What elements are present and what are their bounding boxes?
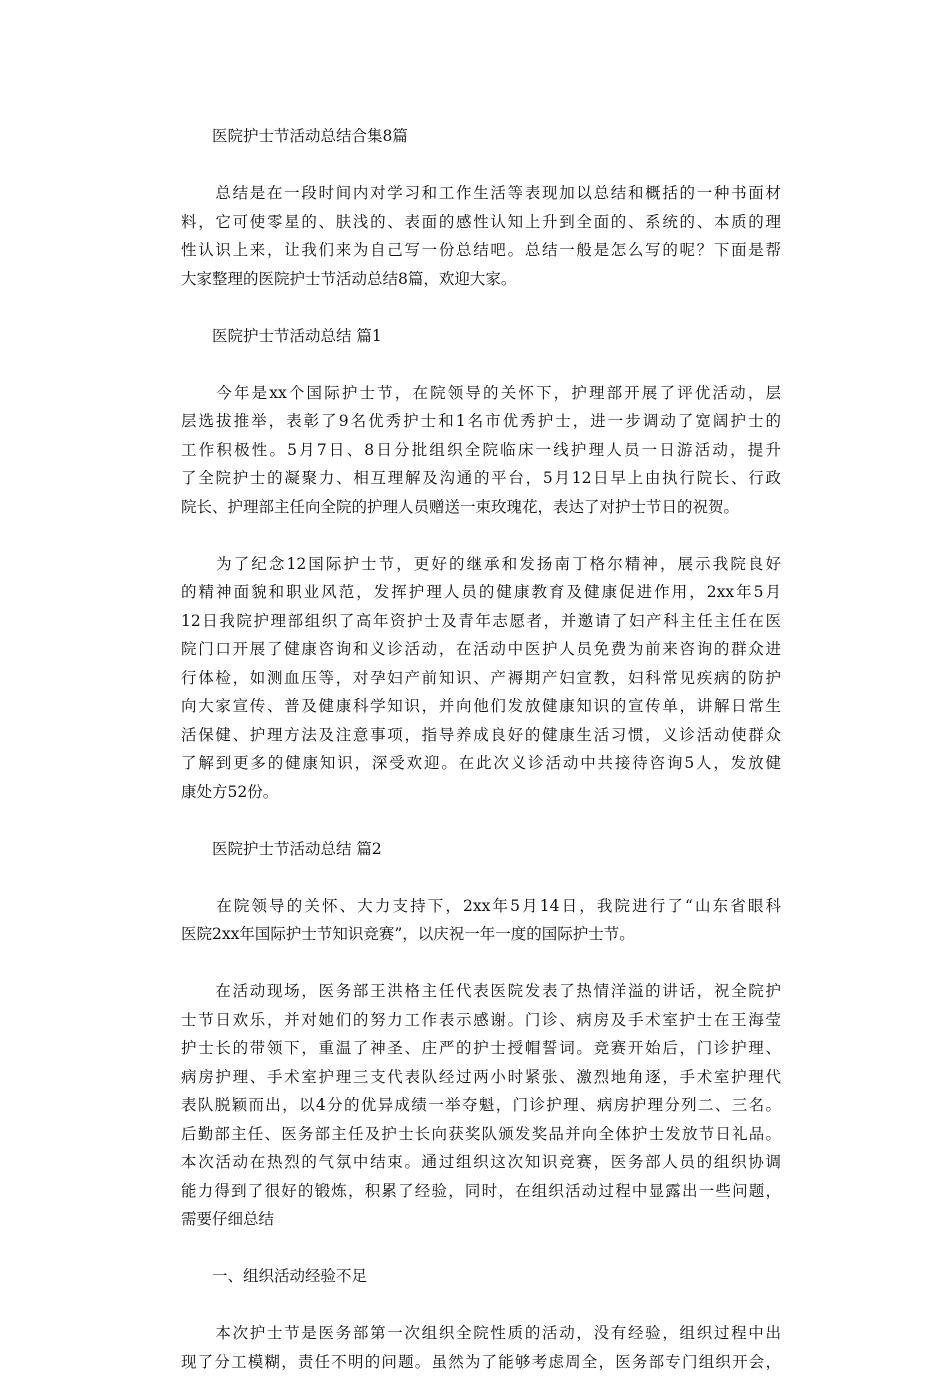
text-line: 性认识上来，让我们来为自己写一份总结吧。总结一般是怎么写的呢？下面是帮 — [181, 236, 781, 265]
text-line: 在院领导的关怀、大力支持下，2xx年5月14日，我院进行了“山东省眼科 — [181, 892, 781, 921]
text-line: 了解到更多的健康知识，深受欢迎。在此次义诊活动中共接待咨询5人，发放健 — [181, 749, 781, 778]
section2-paragraph-3 — [181, 1319, 781, 1376]
spacer — [181, 1291, 781, 1320]
text-line: 康处方52份。 — [181, 778, 781, 807]
section1-heading: 医院护士节活动总结 篇1 — [181, 322, 781, 351]
document-title: 医院护士节活动总结合集8篇 — [181, 122, 781, 151]
spacer — [181, 1234, 781, 1263]
text-line: 12日我院护理部组织了高年资护士及青年志愿者，并邀请了妇产科主任主任在医 — [181, 607, 781, 636]
text-line: 本次活动在热烈的气氛中结束。通过组织这次知识竞赛，医务部人员的组织协调 — [181, 1148, 781, 1177]
section2-paragraph-2 — [181, 977, 781, 1234]
section1-paragraph-1 — [181, 379, 781, 522]
section1-paragraph-2 — [181, 550, 781, 807]
text-line: 后勤部主任、医务部主任及护士长向获奖队颁发奖品并向全体护士发放节日礼品。 — [181, 1120, 781, 1149]
text-line: 需要仔细总结 — [181, 1205, 781, 1234]
text-line: 医院2xx年国际护士节知识竞赛”，以庆祝一年一度的国际护士节。 — [181, 920, 781, 949]
text-line: 病房护理、手术室护理三支代表队经过两小时紧张、激烈地角逐，手术室护理代 — [181, 1063, 781, 1092]
text-line: 了全院护士的凝聚力、相互理解及沟通的平台，5月12日早上由执行院长、行政 — [181, 464, 781, 493]
spacer — [181, 350, 781, 379]
intro-paragraph — [181, 179, 781, 293]
text-line: 本次护士节是医务部第一次组织全院性质的活动，没有经验，组织过程中出 — [181, 1319, 781, 1348]
spacer — [181, 521, 781, 550]
text-line: 层选拔推举，表彰了9名优秀护士和1名市优秀护士，进一步调动了宽阔护士的 — [181, 407, 781, 436]
spacer — [181, 151, 781, 180]
text-line: 为了纪念12国际护士节，更好的继承和发扬南丁格尔精神，展示我院良好 — [181, 550, 781, 579]
text-line: 向大家宣传、普及健康科学知识，并向他们发放健康知识的宣传单，讲解日常生 — [181, 692, 781, 721]
text-line: 的精神面貌和职业风范，发挥护理人员的健康教育及健康促进作用，2xx年5月 — [181, 578, 781, 607]
text-line: 现了分工模糊，责任不明的问题。虽然为了能够考虑周全，医务部专门组织开会， — [181, 1348, 781, 1376]
text-line: 护士长的带领下，重温了神圣、庄严的护士授帽誓词。竞赛开始后，门诊护理、 — [181, 1034, 781, 1063]
spacer — [181, 949, 781, 978]
text-line: 士节日欢乐，并对她们的努力工作表示感谢。门诊、病房及手术室护士在王海莹 — [181, 1006, 781, 1035]
document-body — [181, 122, 781, 1376]
spacer — [181, 863, 781, 892]
text-line: 总结是在一段时间内对学习和工作生活等表现加以总结和概括的一种书面材 — [181, 179, 781, 208]
text-line: 今年是xx个国际护士节，在院领导的关怀下，护理部开展了评优活动，层 — [181, 379, 781, 408]
section2-heading: 医院护士节活动总结 篇2 — [181, 835, 781, 864]
spacer — [181, 806, 781, 835]
text-line: 大家整理的医院护士节活动总结8篇，欢迎大家。 — [181, 265, 781, 294]
text-line: 活保健、护理方法及注意事项，指导养成良好的健康生活习惯，义诊活动使群众 — [181, 721, 781, 750]
text-line: 行体检，如测血压等，对孕妇产前知识、产褥期产妇宣教，妇科常见疾病的防护 — [181, 664, 781, 693]
text-line: 工作积极性。5月7日、8日分批组织全院临床一线护理人员一日游活动，提升 — [181, 436, 781, 465]
text-line: 能力得到了很好的锻炼，积累了经验，同时，在组织活动过程中显露出一些问题， — [181, 1177, 781, 1206]
spacer — [181, 293, 781, 322]
text-line: 表队脱颖而出，以4分的优异成绩一举夺魁，门诊护理、病房护理分列二、三名。 — [181, 1091, 781, 1120]
text-line: 院门口开展了健康咨询和义诊活动，在活动中医护人员免费为前来咨询的群众进 — [181, 635, 781, 664]
section2-paragraph-1 — [181, 892, 781, 949]
text-line: 料，它可使零星的、肤浅的、表面的感性认知上升到全面的、系统的、本质的理 — [181, 208, 781, 237]
text-line: 在活动现场，医务部王洪格主任代表医院发表了热情洋溢的讲话，祝全院护 — [181, 977, 781, 1006]
sub-heading: 一、组织活动经验不足 — [181, 1262, 781, 1291]
text-line: 院长、护理部主任向全院的护理人员赠送一束玫瑰花，表达了对护士节日的祝贺。 — [181, 493, 781, 522]
